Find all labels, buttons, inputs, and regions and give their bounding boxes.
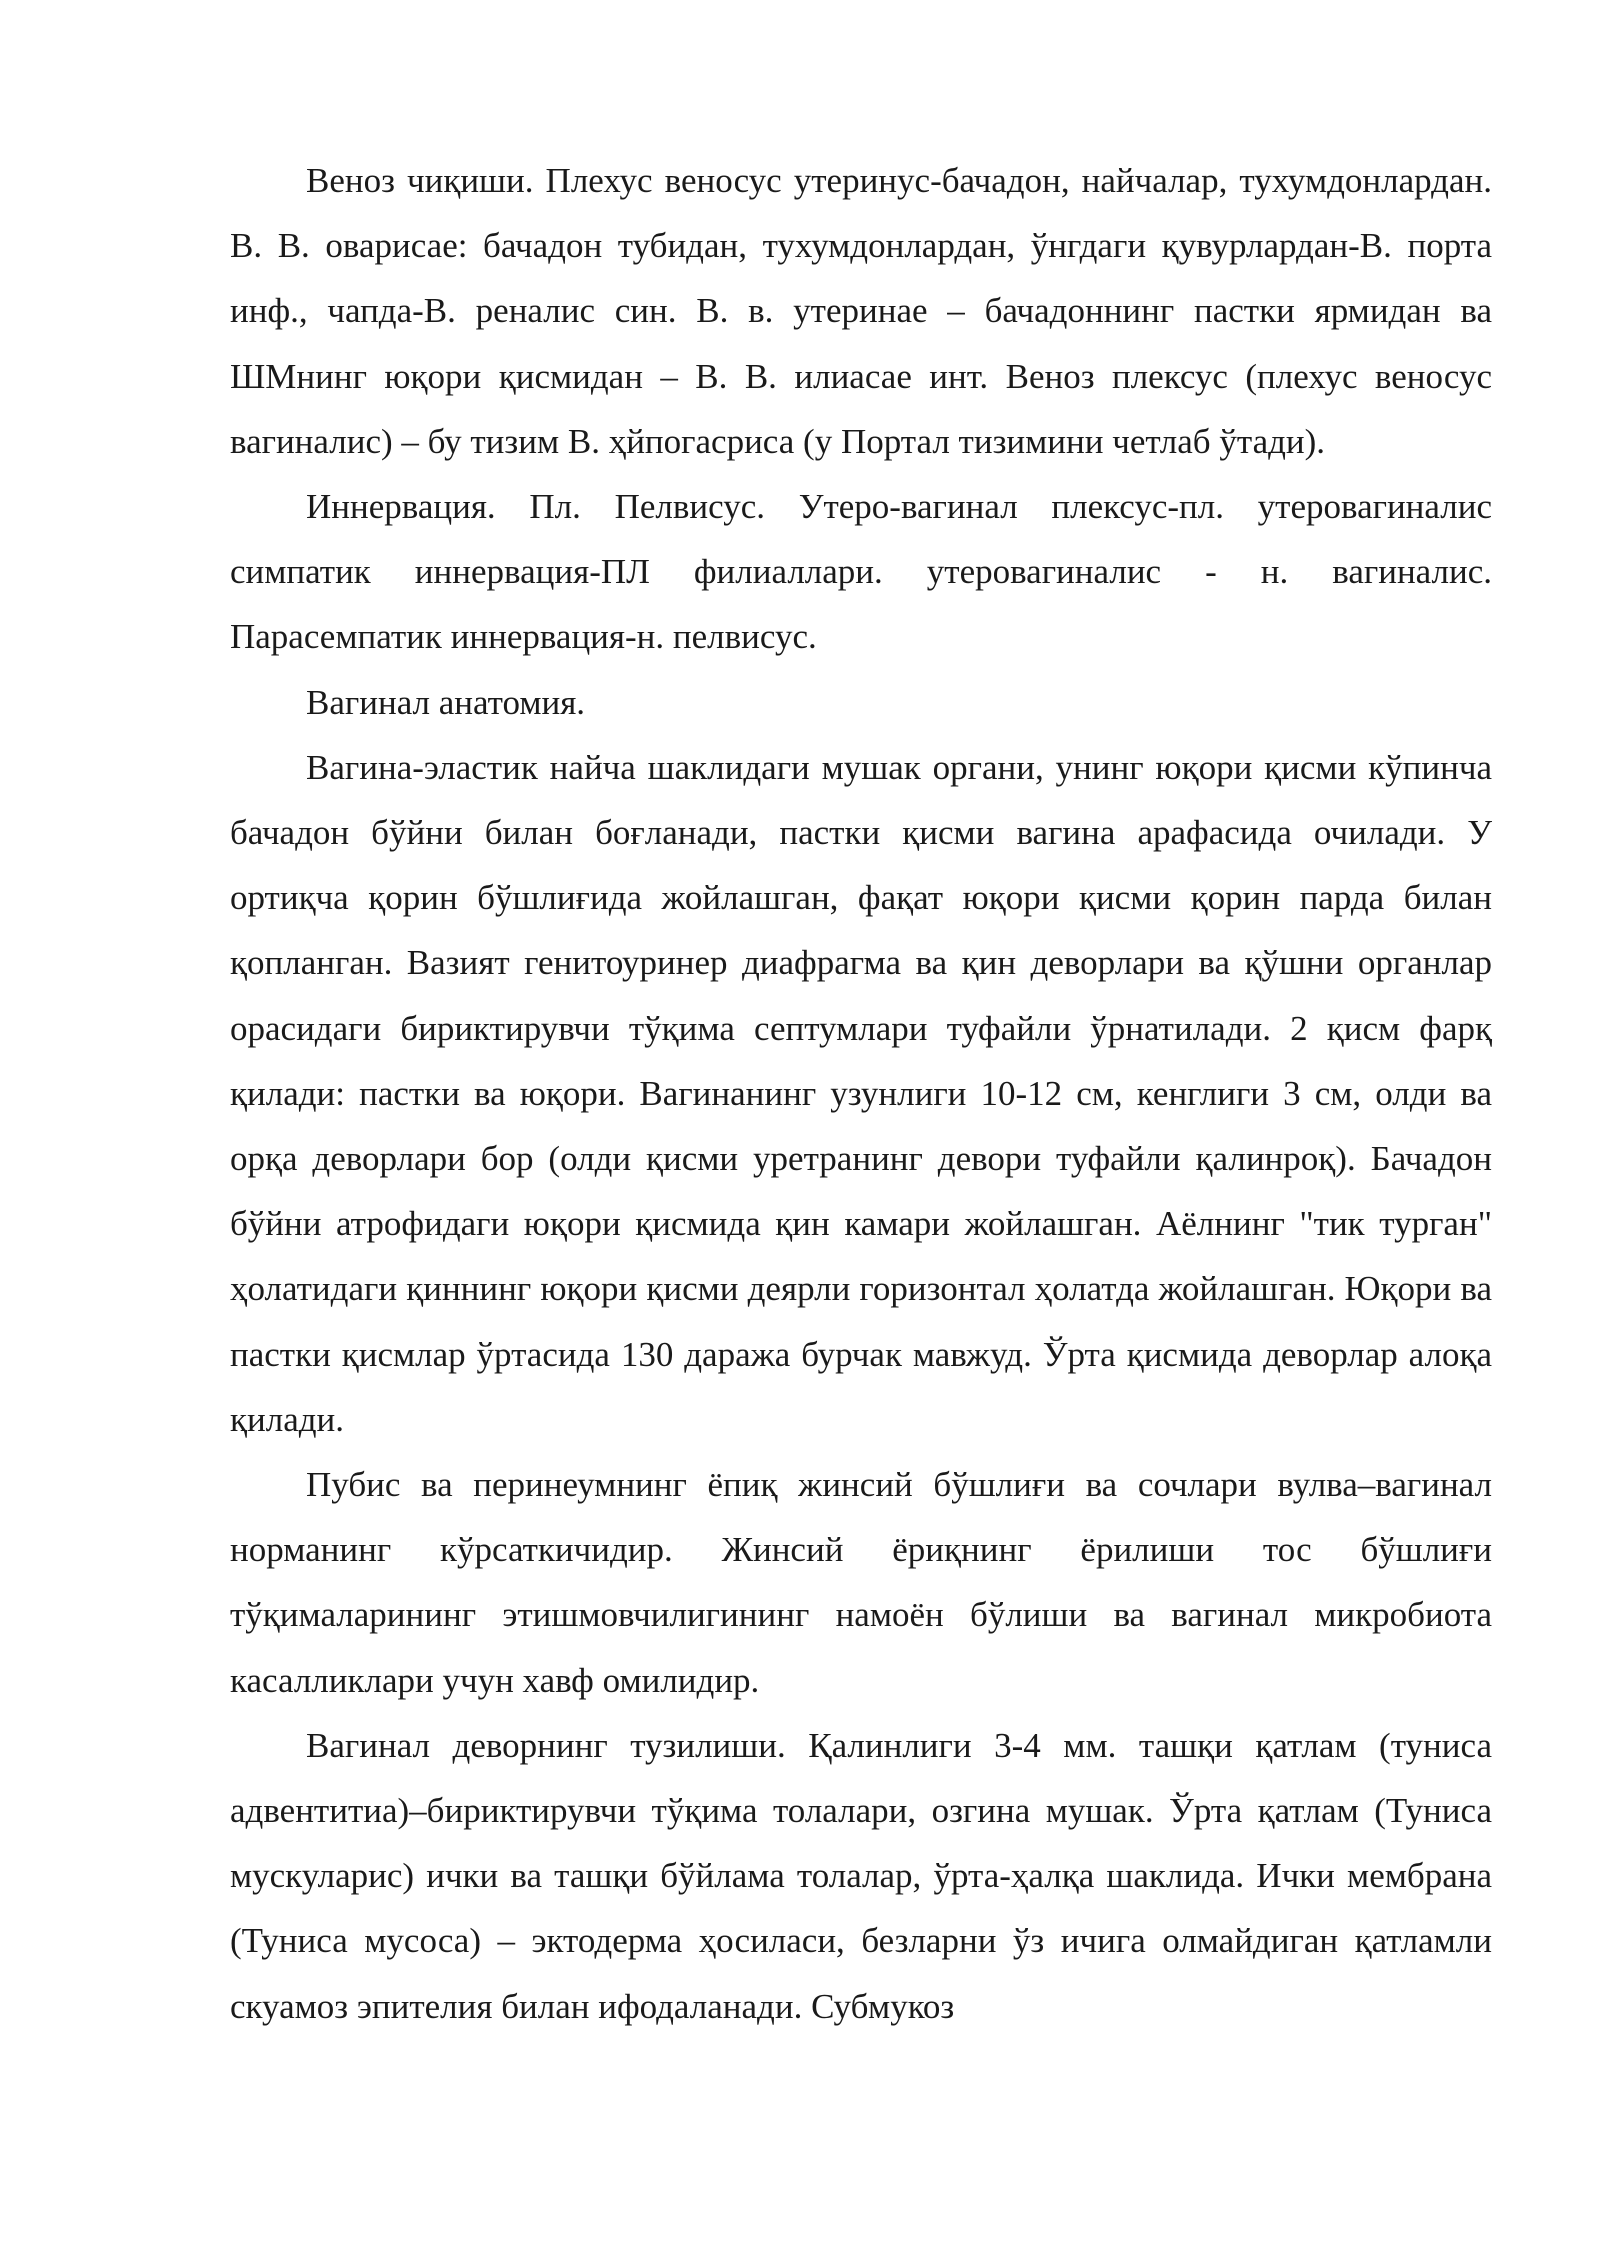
section-heading-vaginal-anatomy: Вагинал анатомия.: [306, 682, 586, 722]
paragraph-vaginal-wall-structure: Вагинал деворнинг тузилиши. Қалинлиги 3-4 мм. ташқи қатлам (туниса адвентитиа)–бириктирувчи тўқима толалари, озгина мушак. Ўрта қатлам (Туниса мускуларис) ички ва ташқи бўйлама толалар, ўрта-ҳалқа шаклида. Ички мембрана (Туниса мусоса) – эктодерма ҳосиласи, безларни ўз ичига олмайдиган қатламли скуамоз эпителия билан ифодаланади. Субмукоз: [230, 1725, 1492, 2026]
paragraph-venous-drainage: Веноз чиқиши. Плехус веносус утеринус-бачадон, найчалар, тухумдонлардан. В. В. оварисае: бачадон тубидан, тухумдонлардан, ўнгдаги қувурлардан-В. порта инф., чапда-В. реналис син. В. в. утеринае – бачадоннинг пастки ярмидан ва ШМнинг юқори қисмидан – В. В. илиасае инт. Веноз плексус (плехус веносус вагиналис) – бу тизим В. ҳйпогасриса (у Портал тизимини четлаб ўтади).: [230, 161, 1492, 461]
document-body: [230, 148, 1492, 2039]
paragraph-vulvovaginal-norm: Пубис ва перинеумнинг ёпиқ жинсий бўшлиғи ва сочлари вулва–вагинал норманинг кўрсаткичидир. Жинсий ёриқнинг ёрилиши тос бўшлиғи тўқималарининг этишмовчилигининг намоён бўлиши ва вагинал микробиота касалликлари учун хавф омилидир.: [230, 1465, 1492, 1700]
paragraph-vagina-description: Вагина-эластик найча шаклидаги мушак органи, унинг юқори қисми кўпинча бачадон бўйни билан боғланади, пастки қисми вагина арафасида очилади. У ортиқча қорин бўшлиғида жойлашган, фақат юқори қисми қорин парда билан қопланган. Вазият генитоуринер диафрагма ва қин деворлари ва қўшни органлар орасидаги бириктирувчи тўқима септумлари туфайли ўрнатилади. 2 қисм фарқ қилади: пастки ва юқори. Вагинанинг узунлиги 10-12 см, кенглиги 3 см, олди ва орқа деворлари бор (олди қисми уретранинг девори туфайли қалинроқ). Бачадон бўйни атрофидаги юқори қисмида қин камари жойлашган. Аёлнинг "тик турган" ҳолатидаги қиннинг юқори қисми деярли горизонтал ҳолатда жойлашган. Юқори ва пастки қисмлар ўртасида 130 даража бурчак мавжуд. Ўрта қисмида деворлар алоқа қилади.: [230, 747, 1492, 1439]
paragraph-innervation: Иннервация. Пл. Пелвисус. Утеро-вагинал плексус-пл. утеровагиналис симпатик иннервация-ПЛ филиаллари. утеровагиналис - н. вагиналис. Парасемпатик иннервация-н. пелвисус.: [230, 487, 1492, 657]
